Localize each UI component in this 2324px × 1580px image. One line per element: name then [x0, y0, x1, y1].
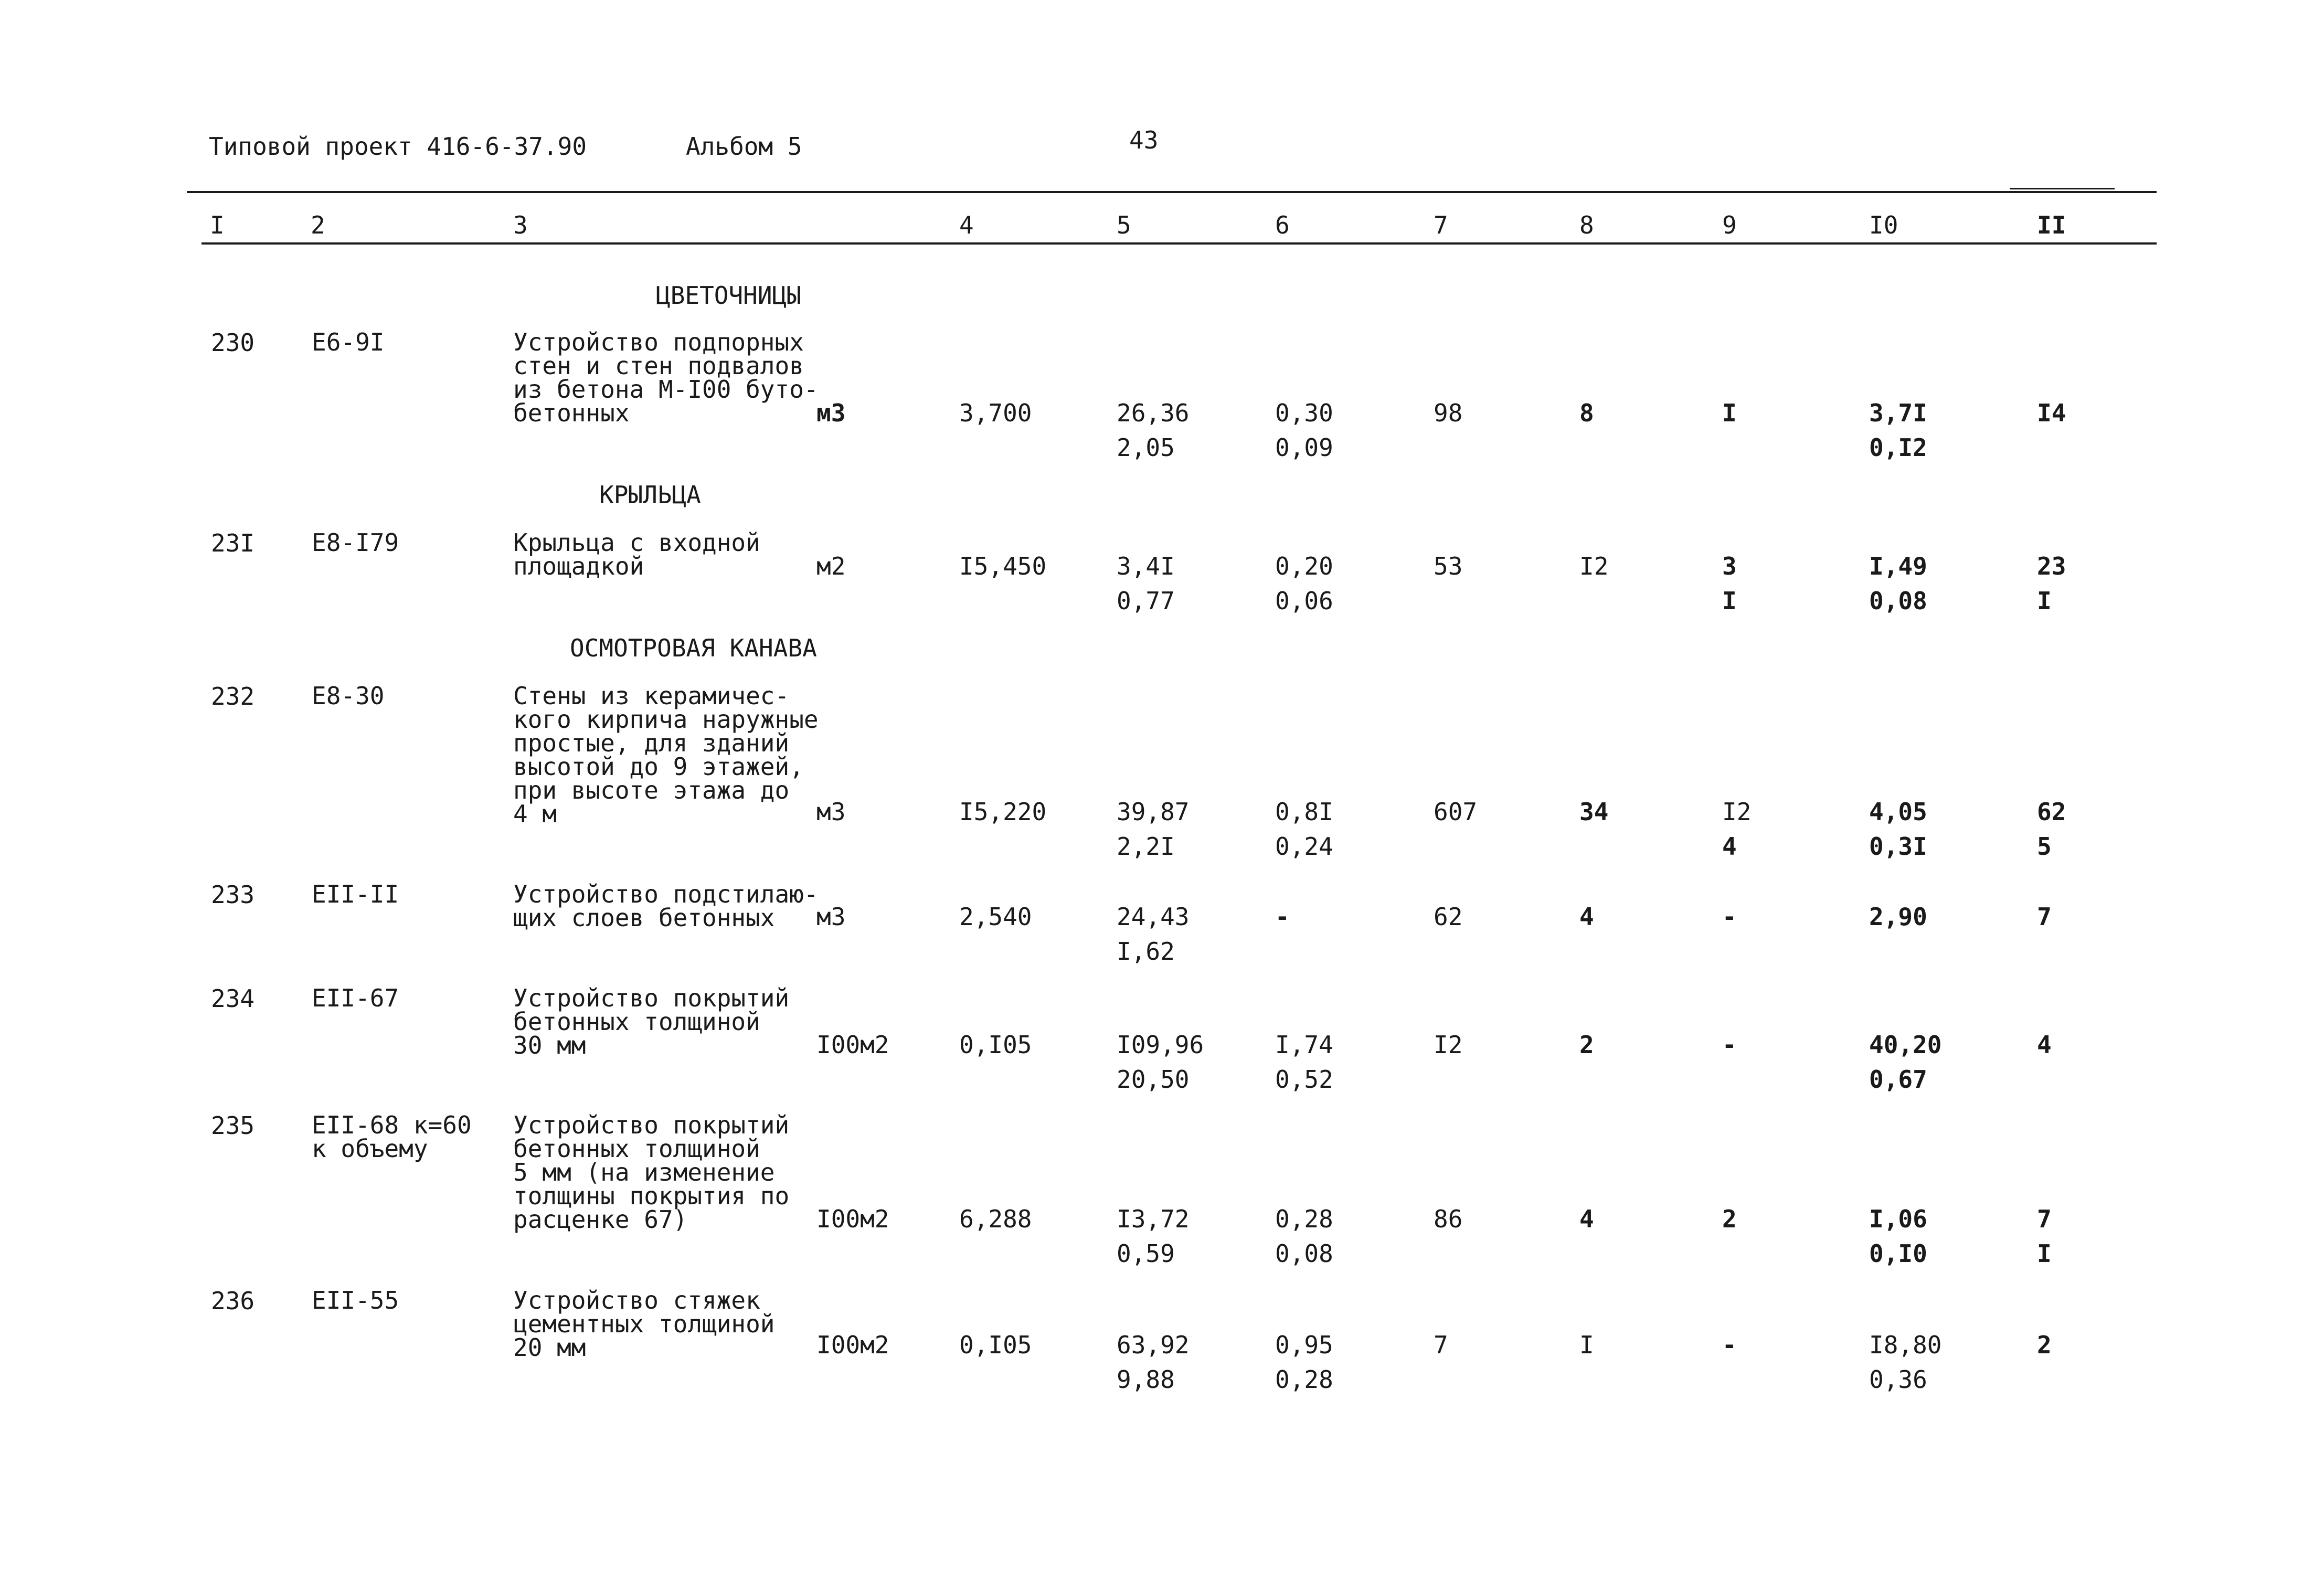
- col10-subvalue: 0,3I: [1869, 832, 1927, 861]
- work-description: Устройство подпорных стен и стен подвалов из бетона М-I00 буто- бетонных: [513, 328, 819, 427]
- col9-value: I: [1722, 399, 1737, 427]
- col9-value: -: [1722, 903, 1737, 931]
- col6-subvalue: 0,09: [1275, 433, 1333, 462]
- col8-value: 4: [1579, 1205, 1594, 1233]
- quantity: 0,I05: [959, 1031, 1032, 1059]
- col5-subvalue: 9,88: [1117, 1365, 1175, 1394]
- col10-subvalue: 0,36: [1869, 1365, 1927, 1394]
- col8-value: 2: [1579, 1031, 1594, 1059]
- col5-value: 63,92: [1117, 1331, 1190, 1359]
- col5-value: I3,72: [1117, 1205, 1190, 1233]
- header-top-rule-accent: [2010, 188, 2115, 189]
- col10-value: 40,20: [1869, 1031, 1942, 1059]
- col6-subvalue: 0,28: [1275, 1365, 1333, 1394]
- header-top-rule: [187, 191, 2157, 193]
- col6-value: 0,20: [1275, 552, 1333, 580]
- work-description: Устройство подстилаю- щих слоев бетонных: [513, 880, 819, 932]
- rate-code: ЕII-55: [312, 1286, 399, 1314]
- col6-value: 0,95: [1275, 1331, 1333, 1359]
- col8-value: I: [1579, 1331, 1594, 1359]
- rate-code: Е8-I79: [312, 528, 399, 557]
- quantity: 6,288: [959, 1205, 1032, 1233]
- col10-value: 4,05: [1869, 798, 1927, 826]
- column-header-4: 4: [959, 211, 974, 239]
- rate-code: Е6-9I: [312, 328, 385, 356]
- col11-value: 4: [2037, 1031, 2052, 1059]
- col5-value: 3,4I: [1117, 552, 1175, 580]
- col10-value: I8,80: [1869, 1331, 1942, 1359]
- col9-subvalue: I: [1722, 587, 1737, 615]
- row-number: 234: [211, 984, 255, 1013]
- rate-code: ЕII-67: [312, 984, 399, 1012]
- col8-value: 8: [1579, 399, 1594, 427]
- column-header-9: 9: [1722, 211, 1737, 239]
- col7-value: 98: [1434, 399, 1463, 427]
- col11-subvalue: I: [2037, 1239, 2052, 1268]
- col10-value: 3,7I: [1869, 399, 1927, 427]
- col11-subvalue: I: [2037, 587, 2052, 615]
- col5-subvalue: 0,59: [1117, 1239, 1175, 1268]
- col9-subvalue: 4: [1722, 832, 1737, 861]
- rate-code: ЕII-II: [312, 880, 399, 908]
- work-description: Стены из керамичес- кого кирпича наружные простые, для зданий высотой до 9 этажей, при высоте этажа до 4 м: [513, 682, 819, 828]
- col6-value: -: [1275, 903, 1290, 931]
- col7-value: I2: [1434, 1031, 1463, 1059]
- col9-value: 3: [1722, 552, 1737, 580]
- work-description: Устройство покрытий бетонных толщиной 30 мм: [513, 984, 790, 1059]
- section-heading-porches: КРЫЛЬЦА: [599, 481, 701, 509]
- col11-value: 62: [2037, 798, 2066, 826]
- col5-value: 26,36: [1117, 399, 1190, 427]
- col7-value: 86: [1434, 1205, 1463, 1233]
- col7-value: 53: [1434, 552, 1463, 580]
- header-bottom-rule: [201, 242, 2157, 245]
- quantity: I5,450: [959, 552, 1047, 580]
- row-number: 233: [211, 881, 255, 909]
- unit: м3: [816, 903, 846, 931]
- col9-value: I2: [1722, 798, 1752, 826]
- col6-subvalue: 0,24: [1275, 832, 1333, 861]
- col7-value: 607: [1434, 798, 1478, 826]
- col7-value: 62: [1434, 903, 1463, 931]
- column-header-11: II: [2037, 211, 2066, 239]
- col5-subvalue: 0,77: [1117, 587, 1175, 615]
- col8-value: 34: [1579, 798, 1609, 826]
- col11-value: 23: [2037, 552, 2066, 580]
- col5-subvalue: 20,50: [1117, 1065, 1190, 1094]
- col10-subvalue: 0,I0: [1869, 1239, 1927, 1268]
- col6-subvalue: 0,06: [1275, 587, 1333, 615]
- row-number: 236: [211, 1287, 255, 1315]
- column-header-10: I0: [1869, 211, 1898, 239]
- col8-value: I2: [1579, 552, 1609, 580]
- column-header-1: I: [210, 211, 225, 239]
- row-number: 235: [211, 1111, 255, 1140]
- quantity: 0,I05: [959, 1331, 1032, 1359]
- col11-value: 7: [2037, 1205, 2052, 1233]
- col5-value: I09,96: [1117, 1031, 1204, 1059]
- unit: I00м2: [816, 1205, 889, 1233]
- col11-value: 2: [2037, 1331, 2052, 1359]
- col10-subvalue: 0,08: [1869, 587, 1927, 615]
- column-header-6: 6: [1275, 211, 1290, 239]
- col9-value: 2: [1722, 1205, 1737, 1233]
- col6-value: 0,30: [1275, 399, 1333, 427]
- col5-subvalue: I,62: [1117, 937, 1175, 966]
- col10-subvalue: 0,I2: [1869, 433, 1927, 462]
- col11-value: I4: [2037, 399, 2066, 427]
- unit: м3: [816, 798, 846, 826]
- col5-value: 24,43: [1117, 903, 1190, 931]
- quantity: 3,700: [959, 399, 1032, 427]
- col6-value: 0,8I: [1275, 798, 1333, 826]
- work-description: Устройство стяжек цементных толщиной 20 мм: [513, 1286, 775, 1362]
- col5-subvalue: 2,2I: [1117, 832, 1175, 861]
- col10-subvalue: 0,67: [1869, 1065, 1927, 1094]
- col11-value: 7: [2037, 903, 2052, 931]
- work-description: Крыльца с входной площадкой: [513, 528, 760, 580]
- col5-subvalue: 2,05: [1117, 433, 1175, 462]
- column-header-5: 5: [1117, 211, 1131, 239]
- col6-subvalue: 0,52: [1275, 1065, 1333, 1094]
- rate-code: ЕII-68 к=60 к объему: [312, 1111, 472, 1163]
- col10-value: I,06: [1869, 1205, 1927, 1233]
- col8-value: 4: [1579, 903, 1594, 931]
- col6-subvalue: 0,08: [1275, 1239, 1333, 1268]
- quantity: 2,540: [959, 903, 1032, 931]
- col10-value: I,49: [1869, 552, 1927, 580]
- album-label: Альбом 5: [686, 132, 802, 161]
- page-number: 43: [1129, 126, 1159, 154]
- col9-value: -: [1722, 1331, 1737, 1359]
- col7-value: 7: [1434, 1331, 1448, 1359]
- col5-value: 39,87: [1117, 798, 1190, 826]
- column-header-3: 3: [513, 211, 528, 239]
- quantity: I5,220: [959, 798, 1047, 826]
- section-heading-inspection-pit: ОСМОТРОВАЯ КАНАВА: [570, 634, 817, 662]
- row-number: 23I: [211, 529, 255, 557]
- col6-value: 0,28: [1275, 1205, 1333, 1233]
- rate-code: Е8-30: [312, 682, 385, 710]
- col11-subvalue: 5: [2037, 832, 2052, 861]
- col6-value: I,74: [1275, 1031, 1333, 1059]
- unit: м2: [816, 552, 846, 580]
- column-header-7: 7: [1434, 211, 1448, 239]
- unit: I00м2: [816, 1331, 889, 1359]
- column-header-2: 2: [311, 211, 325, 239]
- section-heading-flowerbeds: ЦВЕТОЧНИЦЫ: [656, 281, 801, 310]
- row-number: 230: [211, 328, 255, 357]
- row-number: 232: [211, 682, 255, 711]
- unit: I00м2: [816, 1031, 889, 1059]
- column-header-8: 8: [1579, 211, 1594, 239]
- unit: м3: [816, 399, 846, 427]
- col9-value: -: [1722, 1031, 1737, 1059]
- work-description: Устройство покрытий бетонных толщиной 5 мм (на изменение толщины покрытия по расценке 67): [513, 1111, 790, 1234]
- project-title: Типовой проект 416-6-37.90: [209, 132, 587, 161]
- col10-value: 2,90: [1869, 903, 1927, 931]
